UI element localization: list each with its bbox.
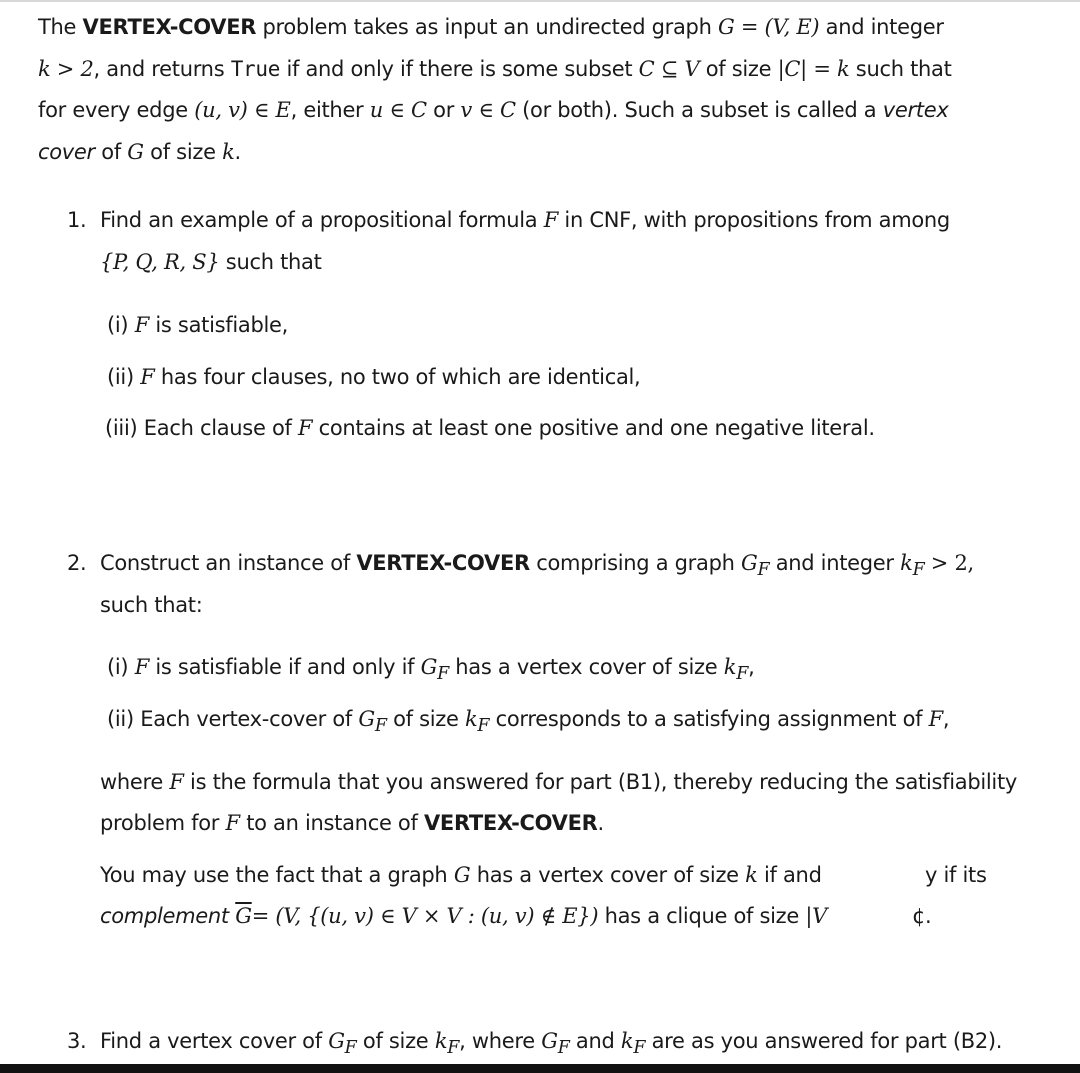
q3-line-1: Find a vertex cover of $G_F$ of size $k_F$, where $G_F$ and $k_F$ are as you answered for part (B2). [100,1029,1003,1059]
q2-line-2: such that: [100,593,203,617]
q1-item-ii: (ii) F has four clauses, no two of which are identical, [107,365,641,389]
intro-line-1: The VERTEX-COVER problem takes as input an undirected graph G = (V, E) and integer [38,15,944,39]
q2-where-line-1: where F is the formula that you answered for part (B1), thereby reducing the satisfiability [100,770,1018,794]
q2-item-ii: (ii) Each vertex-cover of $G_F$ of size $k_F$ corresponds to a satisfying assignment of F, [107,707,950,737]
top-divider [0,0,1080,2]
intro-line-3: for every edge (u, v) ∈ E, either u ∈ C or v ∈ C (or both). Such a subset is called a vertex [38,98,949,122]
q2-where-line-2: problem for F to an instance of VERTEX-COVER. [100,811,604,835]
q2-line-1: Construct an instance of VERTEX-COVER comprising a graph $G_F$ and integer $k_F > 2$, [100,551,974,581]
q3-number: 3. [67,1029,87,1053]
q2-fact-line-1: You may use the fact that a graph G has a vertex cover of size k if and [100,863,822,887]
q2-fact-line-2-end: ¢. [912,904,932,928]
intro-line-4: cover of G of size k. [38,140,241,164]
bottom-bar [0,1064,1080,1073]
q2-fact-line-2: complement $\overline{G}= (V$, {(u, v) ∈ V × V : (u, v) ∉ E}) has a clique of size |V [100,904,828,928]
q1-item-i: (i) F is satisfiable, [107,313,289,337]
q2-number: 2. [67,551,87,575]
q1-line-2: {P, Q, R, S} such that [100,250,322,274]
q2-fact-line-1-end: y if its [925,863,987,887]
q1-line-1: Find an example of a propositional formula F in CNF, with propositions from among [100,208,950,232]
q1-number: 1. [67,208,87,232]
intro-line-2: k > 2, and returns True if and only if there is some subset C ⊆ V of size |C| = k such that [38,57,952,81]
q2-item-i: (i) F is satisfiable if and only if $G_F$ has a vertex cover of size $k_F$, [107,655,755,685]
q1-item-iii: (iii) Each clause of F contains at least one positive and one negative literal. [105,416,875,440]
